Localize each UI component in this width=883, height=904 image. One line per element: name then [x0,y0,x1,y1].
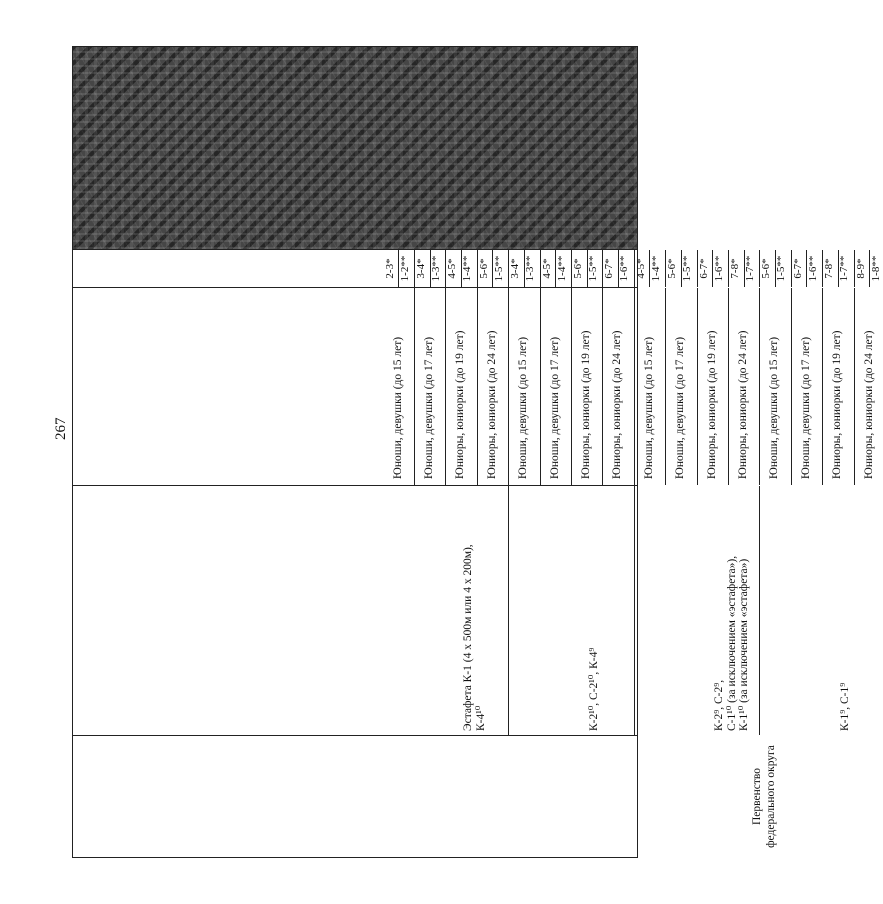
place-range-primary: 5-6* [477,258,490,279]
row-divider [854,288,855,485]
place-split-line [775,250,776,287]
age-group-label: Юниоры, юниорки (до 19 лет) [454,330,467,479]
row-divider [477,288,478,485]
place-range-primary: 6-7* [697,258,710,279]
age-group-label: Юноши, девушки (до 17 лет) [799,336,812,479]
place-range-secondary: 1-6** [712,255,725,282]
row-divider [665,250,666,287]
place-range-secondary: 1-2** [398,255,411,282]
age-group-label: Юниоры, юниорки (до 24 лет) [737,330,749,479]
row-divider [759,250,760,287]
place-range-primary: 6-7* [791,258,804,279]
place-range-primary: 5-6* [760,258,773,279]
place-split-line [461,250,462,287]
row-divider [445,288,446,485]
place-split-line [492,250,493,287]
row-divider [540,288,541,485]
row-divider [508,250,509,287]
place-range-primary: 2-3* [383,258,396,279]
place-split-line [524,250,525,287]
page-number: 267 [53,417,69,440]
row-divider [508,288,509,485]
place-range-primary: 7-8* [823,258,836,279]
places-column [73,249,882,287]
row-divider [602,288,603,485]
age-group-label: Юноши, девушки (до 15 лет) [391,336,404,479]
age-group-label: Юноши, девушки (до 15 лет) [642,336,655,479]
row-divider [759,288,760,485]
row-divider [571,288,572,485]
boat-classes-3: К-2¹⁰, С-2¹⁰, К-4⁹ [587,647,600,731]
boat-classes-4: Эстафета К-1 (4 х 500м или 4 х 200м), К-4¹⁰ [462,544,487,731]
place-range-primary: 4-5* [634,258,647,279]
place-range-secondary: 1-7** [838,255,851,282]
boat-classes-1: К-1⁹, С-1⁹ [839,682,851,731]
place-range-primary: 5-6* [666,258,679,279]
place-split-line [681,250,682,287]
row-divider [540,250,541,287]
place-range-primary: 3-4* [415,258,427,279]
boat-class-column [73,485,851,735]
row-divider [634,250,635,287]
place-range-secondary: 1-6** [618,255,631,282]
row-divider [791,250,792,287]
row-divider [728,250,729,287]
place-split-line [587,250,588,287]
row-divider [414,288,415,485]
place-range-secondary: 1-3** [430,255,442,282]
place-split-line [838,250,839,287]
row-divider [634,288,635,485]
age-group-label: Юниоры, юниорки (до 19 лет) [705,330,718,479]
place-range-secondary: 1-3** [524,255,537,282]
age-group-label: Юноши, девушки (до 15 лет) [517,336,530,479]
place-range-secondary: 1-5** [681,255,694,282]
place-range-secondary: 1-5** [492,255,505,282]
place-split-line [712,250,713,287]
place-range-secondary: 1-5** [587,255,599,282]
age-group-label: Юниоры, юниорки (до 24 лет) [485,330,498,479]
age-group-label: Юноши, девушки (до 17 лет) [423,336,435,479]
competition-column [73,735,777,857]
age-group-label: Юноши, девушки (до 17 лет) [548,336,561,479]
place-split-line [398,250,399,287]
row-divider [697,250,698,287]
boat-classes-2: К-2⁹, С-2⁹, С-1¹⁰ (за исключением «эстафета»), К-1¹⁰ (за исключением «эстафета») [713,555,751,731]
place-range-primary: 5-6* [572,258,584,279]
place-range-secondary: 1-6** [806,255,819,282]
place-range-primary: 4-5* [446,258,459,279]
place-range-secondary: 1-4** [555,255,568,282]
group-divider [508,486,509,735]
age-group-label: Юноши, девушки (до 17 лет) [674,336,687,479]
place-range-primary: 8-9* [854,258,867,279]
place-range-primary: 3-4* [509,258,522,279]
row-divider [697,288,698,485]
row-divider [477,250,478,287]
place-split-line [649,250,650,287]
group-divider [634,486,635,735]
place-split-line [555,250,556,287]
row-divider [571,250,572,287]
place-range-secondary: 1-8** [869,255,882,282]
place-split-line [618,250,619,287]
row-divider [665,288,666,485]
row-divider [445,250,446,287]
place-range-primary: 6-7* [603,258,616,279]
row-divider [791,288,792,485]
place-range-primary: 7-8* [729,258,741,279]
place-range-secondary: 1-4** [461,255,474,282]
row-divider [822,250,823,287]
place-range-secondary: 1-4** [649,255,662,282]
row-divider [854,250,855,287]
competition-name: Первенство федерального округа [751,745,777,848]
age-group-label: Юниоры, юниорки (до 19 лет) [580,330,592,479]
row-divider [822,288,823,485]
row-divider [414,250,415,287]
place-split-line [869,250,870,287]
row-divider [728,288,729,485]
place-range-secondary: 1-5** [775,255,788,282]
row-divider [602,250,603,287]
ranking-table [72,46,882,858]
place-split-line [806,250,807,287]
age-group-label: Юноши, девушки (до 15 лет) [768,336,781,479]
place-split-line [744,250,745,287]
age-group-label: Юниоры, юниорки (до 24 лет) [611,330,624,479]
place-range-secondary: 1-7** [744,255,756,282]
group-divider [759,486,760,735]
age-group-label: Юниоры, юниорки (до 19 лет) [831,330,844,479]
age-group-label: Юниоры, юниорки (до 24 лет) [862,330,875,479]
place-range-primary: 4-5* [540,258,553,279]
age-group-column [73,287,875,485]
place-split-line [430,250,431,287]
scan-dark-area [73,47,637,249]
